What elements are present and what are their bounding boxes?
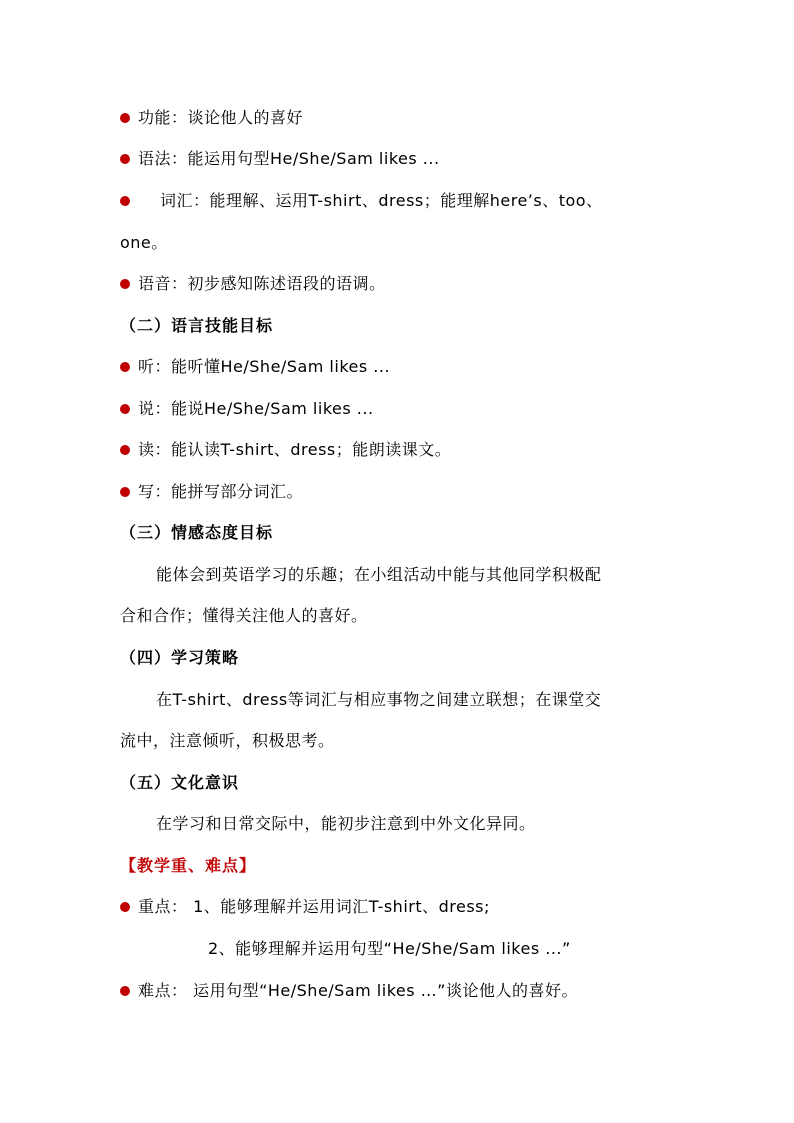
listen-text: 听：能听懂He/She/Sam likes ... (138, 357, 391, 376)
strategy-text-2: 流中，注意倾听，积极思考。 (120, 731, 335, 750)
section-5-heading (120, 772, 239, 794)
bullet-icon (120, 279, 130, 289)
bullet-icon (120, 154, 130, 164)
bullet-icon (120, 404, 130, 414)
strategy-line-2 (120, 730, 335, 752)
phonetics-text: 语音：初步感知陈述语段的语调。 (138, 274, 386, 293)
key-point-line-2 (208, 938, 571, 960)
key-points-heading-text: 【教学重、难点】 (120, 856, 257, 875)
vocab-text-2: one。 (120, 233, 168, 252)
bullet-icon (120, 362, 130, 372)
vocab-line (120, 190, 603, 212)
difficult-point-line (120, 980, 578, 1002)
read-line (120, 439, 451, 461)
key-point-line-1 (120, 896, 490, 918)
bullet-icon (120, 113, 130, 123)
key-points-heading (120, 855, 256, 877)
attitude-text-2: 合和合作；懂得关注他人的喜好。 (120, 606, 368, 625)
vocab-line-continued (120, 232, 168, 254)
bullet-icon (120, 986, 130, 996)
function-text: 功能：谈论他人的喜好 (138, 108, 304, 127)
section-4-heading (120, 647, 239, 669)
listen-line (120, 356, 390, 378)
section-2-text: （二）语言技能目标 (120, 316, 274, 335)
attitude-text-1: 能体会到英语学习的乐趣；在小组活动中能与其他同学积极配 (156, 565, 602, 584)
key-point-text-1: 重点： 1、能够理解并运用词汇T-shirt、dress; (138, 897, 490, 916)
section-2-heading (120, 315, 273, 337)
bullet-icon (120, 902, 130, 912)
attitude-line-1 (156, 564, 602, 586)
function-line (120, 107, 303, 129)
bullet-icon (120, 487, 130, 497)
key-point-text-2: 2、能够理解并运用句型“He/She/Sam likes ...” (208, 939, 571, 958)
bullet-icon (120, 445, 130, 455)
section-4-text: （四）学习策略 (120, 648, 240, 667)
culture-text: 在学习和日常交际中，能初步注意到中外文化异同。 (156, 814, 536, 833)
culture-line (156, 813, 536, 835)
speak-text: 说：能说He/She/Sam likes ... (138, 399, 374, 418)
section-3-text: （三）情感态度目标 (120, 523, 274, 542)
difficult-point-text: 难点： 运用句型“He/She/Sam likes …”谈论他人的喜好。 (138, 981, 578, 1000)
section-5-text: （五）文化意识 (120, 773, 240, 792)
grammar-text: 语法：能运用句型He/She/Sam likes ... (138, 149, 440, 168)
phonetics-line (120, 273, 386, 295)
bullet-icon (120, 196, 130, 206)
strategy-line-1 (156, 689, 601, 711)
attitude-line-2 (120, 605, 368, 627)
grammar-line (120, 148, 440, 170)
vocab-text-1: 词汇：能理解、运用T-shirt、dress；能理解here’s、too、 (160, 191, 603, 210)
section-3-heading (120, 522, 273, 544)
speak-line (120, 398, 374, 420)
write-text: 写：能拼写部分词汇。 (138, 482, 304, 501)
read-text: 读：能认读T-shirt、dress；能朗读课文。 (138, 440, 452, 459)
strategy-text-1: 在T-shirt、dress等词汇与相应事物之间建立联想；在课堂交 (156, 690, 602, 709)
write-line (120, 481, 303, 503)
